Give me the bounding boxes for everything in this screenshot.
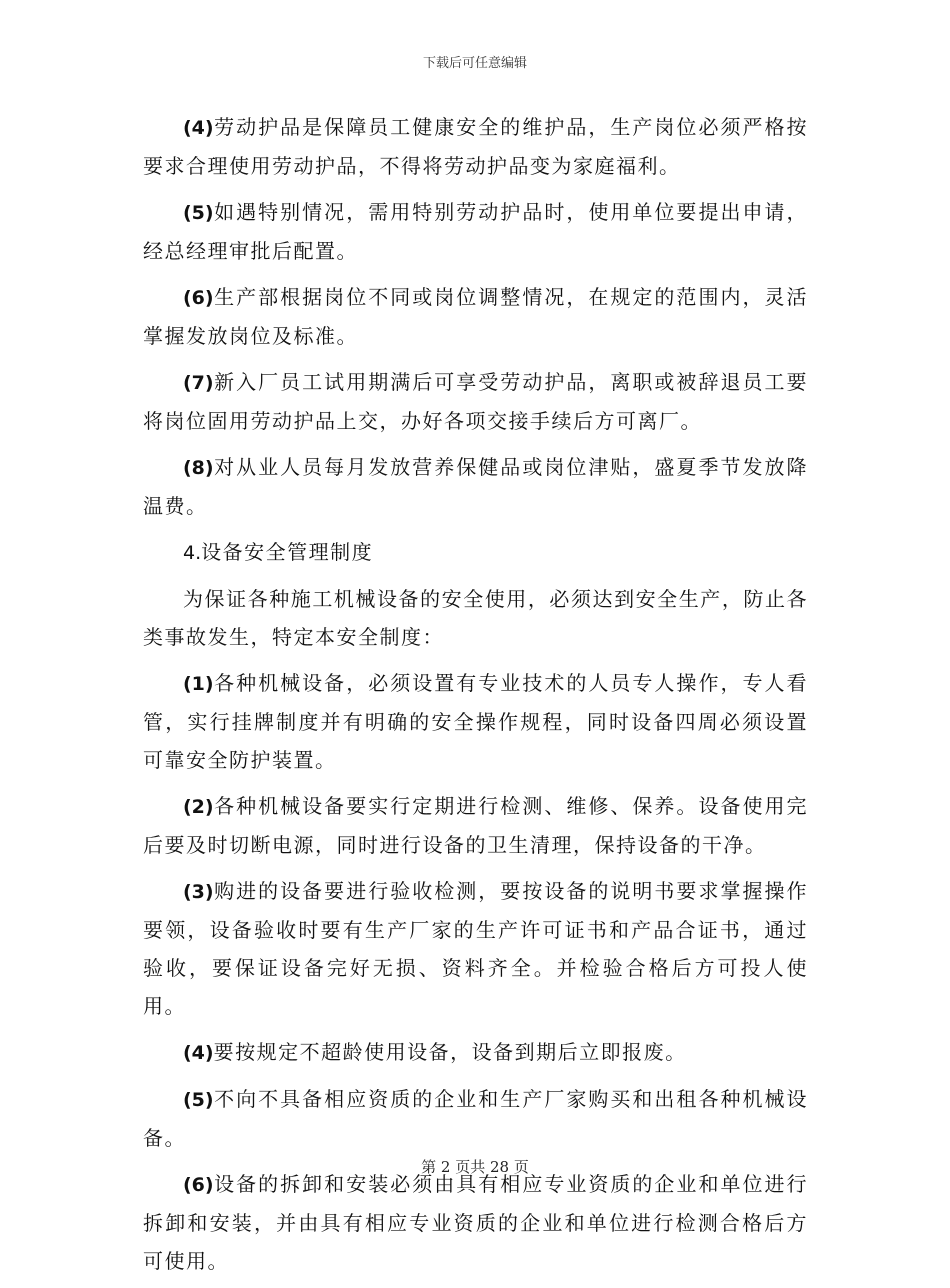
item-text: 劳动护品是保障员工健康安全的维护品，生产岗位必须严格按要求合理使用劳动护品，不得将劳动护品变为家庭福利。	[143, 115, 808, 178]
item-text: 各种机械设备，必须设置有专业技术的人员专人操作，专人看管，实行挂牌制度并有明确的安全操作规程，同时设备四周必须设置可靠安全防护装置。	[143, 671, 808, 772]
total-pages: 28	[490, 1158, 510, 1176]
footer-middle: 页共	[455, 1158, 486, 1176]
list-item-position-standard	[143, 278, 808, 355]
item-text: 对从业人员每月发放营养保健品或岗位津贴，盛夏季节发放降温费。	[143, 455, 808, 518]
item-number: (6)	[183, 1174, 214, 1196]
list-item-installation	[143, 1165, 808, 1280]
item-number: (8)	[183, 457, 214, 479]
item-text: 各种机械设备要实行定期进行检测、维修、保养。设备使用完后要及时切断电源，同时进行设备的卫生清理，保持设备的干净。	[143, 794, 808, 857]
list-item-ppe-usage	[143, 108, 808, 185]
list-item-maintenance	[143, 787, 808, 864]
page-header-text: 下载后可任意编辑	[422, 56, 527, 71]
item-number: (4)	[183, 117, 214, 139]
page-header	[0, 52, 950, 71]
item-text: 生产部根据岗位不同或岗位调整情况，在规定的范围内，灵活掌握发放岗位及标准。	[143, 285, 808, 348]
list-item-allowance	[143, 448, 808, 525]
section-title-text: 设备安全管理制度	[201, 540, 374, 564]
item-text: 如遇特别情况，需用特别劳动护品时，使用单位要提出申请，经总经理审批后配置。	[143, 200, 808, 263]
list-item-qualified-suppliers	[143, 1080, 808, 1157]
page-footer	[0, 1156, 950, 1177]
item-text: 新入厂员工试用期满后可享受劳动护品，离职或被辞退员工要将岗位固用劳动护品上交，办好各项交接手续后方可离厂。	[143, 370, 808, 433]
list-item-acceptance	[143, 872, 808, 1025]
item-number: (2)	[183, 796, 214, 818]
list-item-scrapping	[143, 1033, 808, 1072]
item-number: (5)	[183, 202, 214, 224]
item-number: (1)	[183, 673, 214, 695]
footer-prefix: 第	[421, 1158, 437, 1176]
item-text: 购进的设备要进行验收检测，要按设备的说明书要求掌握操作要领，设备验收时要有生产厂家的生产许可证书和产品合证书，通过验收，要保证设备完好无损、资料齐全。并检验合格后方可投人使用。	[143, 879, 808, 1018]
list-item-operators	[143, 664, 808, 779]
footer-suffix: 页	[513, 1158, 529, 1176]
document-body	[143, 108, 808, 1288]
item-number: (5)	[183, 1089, 214, 1111]
page-number: 2	[440, 1158, 451, 1176]
section-heading	[143, 533, 808, 572]
item-number: (7)	[183, 372, 214, 394]
item-text: 设备的拆卸和安装必须由具有相应专业资质的企业和单位进行拆卸和安装，并由具有相应专业资质的企业和单位进行检测合格后方可使用。	[143, 1172, 808, 1273]
item-number: (6)	[183, 287, 214, 309]
item-number: (3)	[183, 881, 214, 903]
section-intro	[143, 580, 808, 656]
list-item-new-employee	[143, 363, 808, 440]
section-number: 4.	[183, 542, 202, 564]
item-number: (4)	[183, 1042, 214, 1064]
list-item-special-ppe	[143, 193, 808, 270]
intro-text: 为保证各种施工机械设备的安全使用，必须达到安全生产，防止各类事故发生，特定本安全制度：	[143, 587, 808, 649]
item-text: 要按规定不超龄使用设备，设备到期后立即报废。	[213, 1040, 687, 1064]
item-text: 不向不具备相应资质的企业和生产厂家购买和出租各种机械设备。	[143, 1087, 808, 1150]
